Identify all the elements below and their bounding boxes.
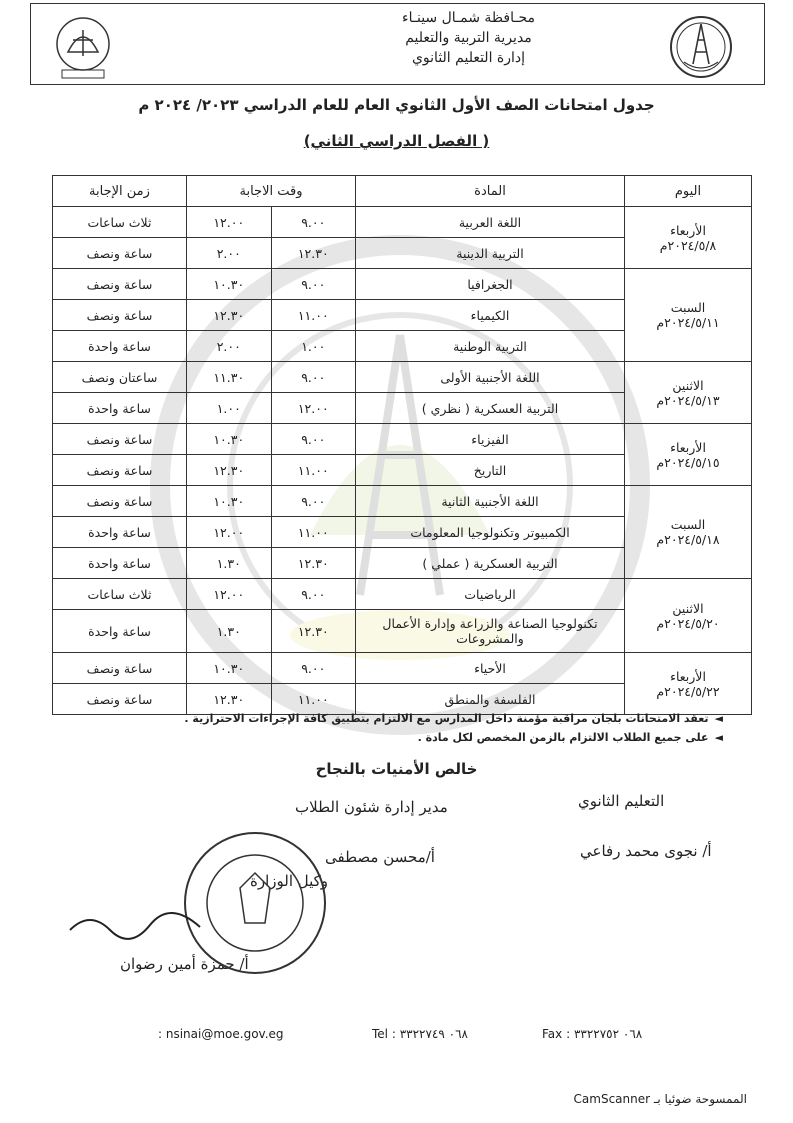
duration-cell: ساعة واحدة	[53, 548, 187, 579]
footer-email: : nsinai@moe.gov.eg	[158, 1027, 284, 1041]
end-time-cell: ١.٣٠	[187, 610, 272, 653]
signature-deputy-title: وكيل الوزارة	[250, 872, 329, 890]
day-name: الاثنين	[672, 600, 704, 616]
day-name: السبت	[670, 517, 706, 532]
note-text: تعقد الامتحانات بلجان مراقبة مؤمنة داخل المدارس مع الالتزام بتطبيق كافة الإجراءات الاحترازية .	[184, 712, 709, 725]
subject-cell: التربية العسكرية ( نظري )	[356, 393, 625, 424]
table-row	[53, 424, 752, 455]
day-date: ٢٠٢٤/٥/٢٠م	[656, 615, 720, 631]
day-cell	[625, 653, 752, 715]
start-time-cell: ٩.٠٠	[271, 269, 356, 300]
day-cell	[625, 424, 752, 486]
start-time-cell: ٩.٠٠	[271, 486, 356, 517]
start-time-cell: ١٢.٠٠	[271, 393, 356, 424]
end-time-cell: ٢.٠٠	[187, 238, 272, 269]
page-subtitle: ( الفصل الدراسي الثاني)	[303, 132, 490, 150]
subject-cell: الجغرافيا	[356, 269, 625, 300]
signature-secondary-name: أ/ نجوى محمد رفاعي	[580, 842, 712, 860]
subject-cell: اللغة الأجنبية الأولى	[356, 362, 625, 393]
duration-cell: ساعة واحدة	[53, 610, 187, 653]
table-row	[53, 207, 752, 238]
signature-deputy-name: أ/ حمزة أمين رضوان	[120, 955, 249, 973]
subject-cell: اللغة العربية	[356, 207, 625, 238]
table-header-row	[53, 176, 752, 207]
subject-cell: التربية العسكرية ( عملي )	[356, 548, 625, 579]
end-time-cell: ١٠.٣٠	[187, 424, 272, 455]
subject-cell: الرياضيات	[356, 579, 625, 610]
duration-cell: ساعة ونصف	[53, 455, 187, 486]
north-sinai-governorate-logo	[666, 12, 736, 82]
start-time-cell: ١١.٠٠	[271, 300, 356, 331]
end-time-cell: ١٢.٣٠	[187, 684, 272, 715]
subject-cell: اللغة الأجنبية الثانية	[356, 486, 625, 517]
camscanner-caption: الممسوحة ضوئيا بـ CamScanner	[573, 1092, 747, 1106]
end-time-cell: ١٢.٠٠	[187, 579, 272, 610]
subject-cell: الفلسفة والمنطق	[356, 684, 625, 715]
footer-tel: Tel : ٠٦٨ ٣٣٢٢٧٤٩	[372, 1027, 468, 1041]
department-name: إدارة التعليم الثانوي	[411, 50, 526, 66]
end-time-cell: ١١.٣٠	[187, 362, 272, 393]
page-title: جدول امتحانات الصف الأول الثانوي العام للعام الدراسي ٢٠٢٣/ ٢٠٢٤ م	[138, 96, 655, 114]
duration-cell: ساعة واحدة	[53, 393, 187, 424]
day-date: ٢٠٢٤/٥/٢٢م	[656, 683, 720, 699]
day-date: ٢٠٢٤/٥/١٨م	[656, 532, 720, 547]
signature-affairs-title: مدير إدارة شئون الطلاب	[295, 798, 448, 816]
end-time-cell: ١٢.٠٠	[187, 207, 272, 238]
subject-cell: التربية الدينية	[356, 238, 625, 269]
start-time-cell: ١٢.٣٠	[271, 610, 356, 653]
duration-cell: ساعة واحدة	[53, 517, 187, 548]
governorate-name: محـافظة شمـال سينـاء	[402, 10, 535, 26]
header-day: اليوم	[625, 176, 752, 207]
table-body	[53, 207, 752, 715]
directorate-name: مديرية التربية والتعليم	[405, 30, 532, 46]
day-cell	[625, 362, 752, 424]
end-time-cell: ١٢.٣٠	[187, 300, 272, 331]
day-cell	[625, 486, 752, 579]
end-time-cell: ١.٠٠	[187, 393, 272, 424]
duration-cell: ساعة ونصف	[53, 653, 187, 684]
end-time-cell: ٢.٠٠	[187, 331, 272, 362]
end-time-cell: ١٠.٣٠	[187, 653, 272, 684]
subject-cell: التاريخ	[356, 455, 625, 486]
duration-cell: ساعة ونصف	[53, 300, 187, 331]
start-time-cell: ٩.٠٠	[271, 653, 356, 684]
day-cell	[625, 207, 752, 269]
day-date: ٢٠٢٤/٥/٨م	[659, 237, 717, 253]
subject-cell: التربية الوطنية	[356, 331, 625, 362]
note-item: ◄على جميع الطلاب الالتزام بالزمن المخصص لكل مادة .	[417, 731, 723, 744]
start-time-cell: ٩.٠٠	[271, 579, 356, 610]
best-wishes: خالص الأمنيات بالنجاح	[315, 760, 478, 778]
day-date: ٢٠٢٤/٥/١١م	[656, 315, 720, 330]
duration-cell: ثلاث ساعات	[53, 579, 187, 610]
subject-cell: تكنولوجيا الصناعة والزراعة وإدارة الأعمال والمشروعات	[356, 610, 625, 653]
duration-cell: ساعة واحدة	[53, 331, 187, 362]
start-time-cell: ١١.٠٠	[271, 455, 356, 486]
day-cell	[625, 579, 752, 653]
header-duration: زمن الإجابة	[53, 176, 187, 207]
day-date: ٢٠٢٤/٥/١٣م	[656, 392, 720, 408]
footer-fax: Fax : ٠٦٨ ٣٣٢٢٧٥٢	[542, 1027, 643, 1041]
day-name: السبت	[670, 300, 706, 315]
table-row	[53, 269, 752, 300]
start-time-cell: ١٢.٣٠	[271, 238, 356, 269]
day-date: ٢٠٢٤/٥/١٥م	[656, 454, 720, 470]
subject-cell: الكيمياء	[356, 300, 625, 331]
official-stamp	[180, 828, 330, 978]
day-name: الأربعاء	[670, 668, 706, 684]
start-time-cell: ٩.٠٠	[271, 424, 356, 455]
notes-list	[184, 712, 723, 750]
duration-cell: ساعتان ونصف	[53, 362, 187, 393]
subject-cell: الكمبيوتر وتكنولوجيا المعلومات	[356, 517, 625, 548]
duration-cell: ثلاث ساعات	[53, 207, 187, 238]
education-directorate-logo	[48, 12, 118, 82]
day-name: الأربعاء	[670, 439, 706, 455]
duration-cell: ساعة ونصف	[53, 684, 187, 715]
start-time-cell: ١١.٠٠	[271, 684, 356, 715]
day-cell	[625, 269, 752, 362]
day-name: الأربعاء	[670, 222, 706, 238]
end-time-cell: ١.٣٠	[187, 548, 272, 579]
day-name: الاثنين	[672, 377, 704, 393]
end-time-cell: ١٢.٣٠	[187, 455, 272, 486]
subject-cell: الأحياء	[356, 653, 625, 684]
signature-affairs-name: أ/محسن مصطفى	[325, 848, 435, 866]
start-time-cell: ٩.٠٠	[271, 207, 356, 238]
signature-secondary-title: التعليم الثانوي	[578, 792, 665, 810]
end-time-cell: ١٢.٠٠	[187, 517, 272, 548]
note-text: على جميع الطلاب الالتزام بالزمن المخصص لكل مادة .	[417, 731, 709, 744]
table-row	[53, 579, 752, 610]
subject-cell: الفيزياء	[356, 424, 625, 455]
start-time-cell: ١١.٠٠	[271, 517, 356, 548]
duration-cell: ساعة ونصف	[53, 269, 187, 300]
table-row	[53, 653, 752, 684]
header-frame	[30, 3, 765, 85]
end-time-cell: ١٠.٣٠	[187, 269, 272, 300]
start-time-cell: ١.٠٠	[271, 331, 356, 362]
header-subject: المادة	[356, 176, 625, 207]
exam-schedule-table	[52, 175, 752, 715]
table-row	[53, 486, 752, 517]
note-item: ◄تعقد الامتحانات بلجان مراقبة مؤمنة داخل المدارس مع الالتزام بتطبيق كافة الإجراءات الاحترازية .	[184, 712, 723, 725]
start-time-cell: ٩.٠٠	[271, 362, 356, 393]
start-time-cell: ١٢.٣٠	[271, 548, 356, 579]
table-row	[53, 362, 752, 393]
handwritten-signature	[60, 905, 220, 945]
end-time-cell: ١٠.٣٠	[187, 486, 272, 517]
header-time: وقت الاجابة	[187, 176, 356, 207]
duration-cell: ساعة ونصف	[53, 238, 187, 269]
header-text	[402, 8, 535, 68]
duration-cell: ساعة ونصف	[53, 486, 187, 517]
duration-cell: ساعة ونصف	[53, 424, 187, 455]
